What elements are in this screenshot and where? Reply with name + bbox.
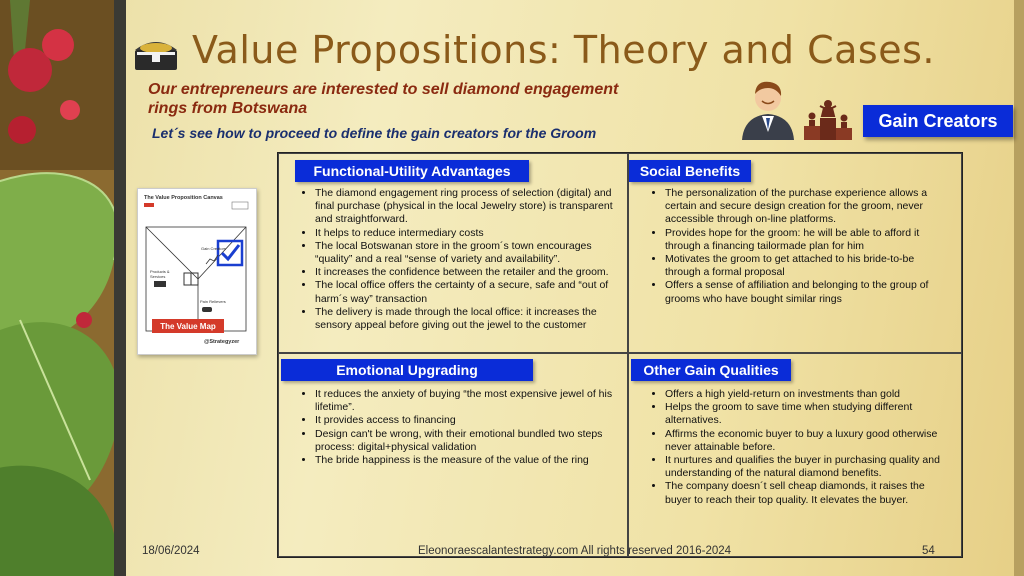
emotional-header: Emotional Upgrading: [281, 359, 533, 381]
page-number: 54: [922, 545, 935, 557]
subtitle-line-1: Our entrepreneurs are interested to sell diamond engagement: [148, 81, 619, 98]
list-item: • Design can't be wrong, with their emotional bundled two steps process: digital+physical validation: [315, 428, 615, 454]
list-item: • The diamond engagement ring process of selection (digital) and final purchase (physical in the local Jewelry store) is transparent and straightforward.: [315, 187, 615, 227]
treasure-chest-icon: [133, 36, 179, 72]
list-item: • The personalization of the purchase experience allows a certain and secure design creation for the groom, never accessible through on-line platforms.: [665, 187, 951, 227]
right-edge-strip: [1014, 0, 1024, 576]
thumbnail-value-map-label: The Value Map: [160, 321, 216, 331]
list-item: • Offers a high yield-return on investments than gold: [665, 388, 951, 401]
list-item: • Affirms the economic buyer to buy a luxury good otherwise never attainable before.: [665, 428, 951, 454]
functional-list: [279, 187, 615, 332]
other-header: Other Gain Qualities: [631, 359, 791, 381]
podium-icon: [802, 96, 854, 140]
list-item: • Helps the groom to save time when studying different alternatives.: [665, 401, 951, 427]
functional-header: Functional-Utility Advantages: [295, 160, 529, 182]
social-list: [629, 187, 951, 306]
list-item: • It helps to reduce intermediary costs: [315, 227, 615, 240]
list-item: • The local office offers the certainty of a secure, safe and “out of harm´s way” transaction: [315, 279, 615, 305]
emotional-list: [279, 388, 615, 467]
list-item: • It provides access to financing: [315, 414, 615, 427]
leaf-illustration-icon: [0, 0, 114, 576]
quadrant-social: [628, 153, 962, 353]
subtitle: [148, 80, 728, 118]
list-item: • It nurtures and qualifies the buyer in purchasing quality and understanding of the natural diamond benefits.: [665, 454, 951, 480]
quadrant-emotional: [278, 353, 628, 557]
thumbnail-gain-label: Gain Creators: [201, 246, 226, 251]
subtitle-line-2: rings from Botswana: [148, 100, 308, 117]
footer-copyright: Eleonoraescalantestrategy.com All rights reserved 2016-2024: [418, 545, 732, 557]
social-header: Social Benefits: [629, 160, 751, 182]
quadrant-functional: [278, 153, 628, 353]
thumbnail-products-label: Products & Services: [150, 269, 170, 279]
decorative-leaf-panel: [0, 0, 114, 576]
list-item: • The local Botswanan store in the groom´s town encourages “quality” and a real “sense of variety and availability”.: [315, 240, 615, 266]
list-item: • It reduces the anxiety of buying “the most expensive jewel of his lifetime”.: [315, 388, 615, 414]
page-title: Value Propositions: Theory and Cases.: [192, 28, 935, 72]
left-divider-strip: [114, 0, 126, 576]
list-item: • Provides hope for the groom: he will be able to afford it through a financing tailormade plan for him: [665, 227, 951, 253]
gain-creators-grid: [277, 152, 963, 558]
list-item: • The company doesn´t sell cheap diamonds, it raises the buyer to reach their top quality. It elevates the buyer.: [665, 480, 951, 506]
value-map-thumbnail: [137, 188, 257, 355]
other-list: [629, 388, 951, 507]
list-item: • Offers a sense of affiliation and belonging to the group of grooms who have bought similar rings: [665, 279, 951, 305]
quadrant-other: [628, 353, 962, 557]
gain-creators-badge: Gain Creators: [863, 105, 1013, 137]
thumbnail-brand: @Strategyzer: [204, 339, 240, 345]
list-item: • It increases the confidence between the retailer and the groom.: [315, 266, 615, 279]
groom-avatar-icon: [738, 76, 798, 140]
list-item: • The bride happiness is the measure of the value of the ring: [315, 454, 615, 467]
list-item: • Motivates the groom to get attached to his bride-to-be through a formal proposal: [665, 253, 951, 279]
thumbnail-pain-label: Pain Relievers: [200, 299, 226, 304]
subtitle-secondary: Let´s see how to proceed to define the gain creators for the Groom: [152, 125, 597, 141]
footer-date: 18/06/2024: [142, 545, 200, 557]
list-item: • The delivery is made through the local office: it increases the sensory appeal before giving out the jewel to the customer: [315, 306, 615, 332]
thumbnail-title: The Value Proposition Canvas: [144, 195, 223, 201]
